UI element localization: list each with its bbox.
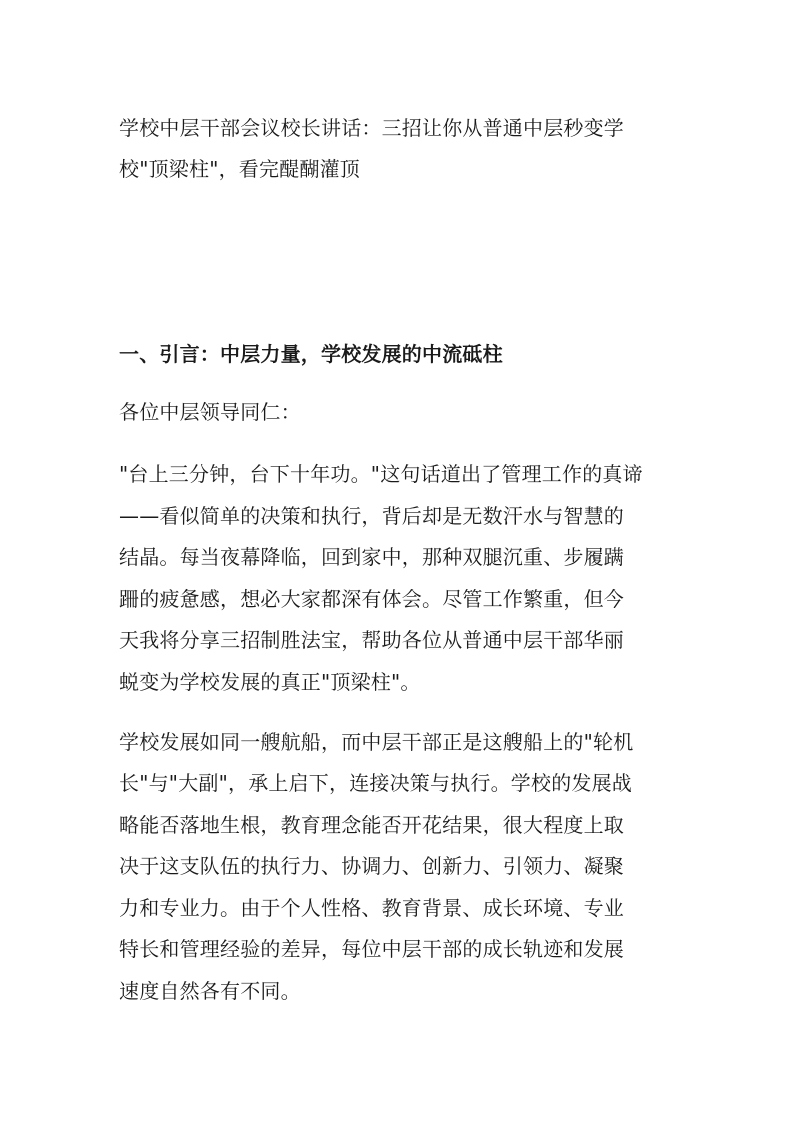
paragraph2-line-2: 长"与"大副"，承上启下，连接决策与执行。学校的发展战 — [119, 771, 632, 795]
title-line-1: 学校中层干部会议校长讲话：三招让你从普通中层秒变学 — [119, 116, 624, 140]
section-heading: 一、引言：中层力量，学校发展的中流砥柱 — [119, 342, 503, 366]
paragraph1-line-4: 跚的疲惫感，想必大家都深有体会。尽管工作繁重，但今 — [119, 587, 624, 611]
title-line-2: 校"顶梁柱"，看完醍醐灌顶 — [119, 157, 360, 181]
paragraph2-line-7: 速度自然各有不同。 — [119, 979, 301, 1003]
paragraph2-line-3: 略能否落地生根，教育理念能否开花结果，很大程度上取 — [119, 813, 624, 837]
paragraph1-line-5: 天我将分享三招制胜法宝，帮助各位从普通中层干部华丽 — [119, 628, 624, 652]
salutation: 各位中层领导同仁： — [119, 400, 301, 424]
paragraph2-line-4: 决于这支队伍的执行力、协调力、创新力、引领力、凝聚 — [119, 854, 624, 878]
paragraph2-line-1: 学校发展如同一艘航船，而中层干部正是这艘船上的"轮机 — [119, 730, 634, 754]
paragraph1-line-2: ——看似简单的决策和执行，背后却是无数汗水与智慧的 — [119, 504, 624, 528]
paragraph2-line-5: 力和专业力。由于个人性格、教育背景、成长环境、专业 — [119, 896, 624, 920]
paragraph2-line-6: 特长和管理经验的差异，每位中层干部的成长轨迹和发展 — [119, 937, 624, 961]
paragraph1-line-3: 结晶。每当夜幕降临，回到家中，那种双腿沉重、步履蹒 — [119, 545, 624, 569]
paragraph1-line-6: 蜕变为学校发展的真正"顶梁柱"。 — [119, 670, 421, 694]
paragraph1-line-1: "台上三分钟，台下十年功。"这句话道出了管理工作的真谛 — [119, 462, 643, 486]
